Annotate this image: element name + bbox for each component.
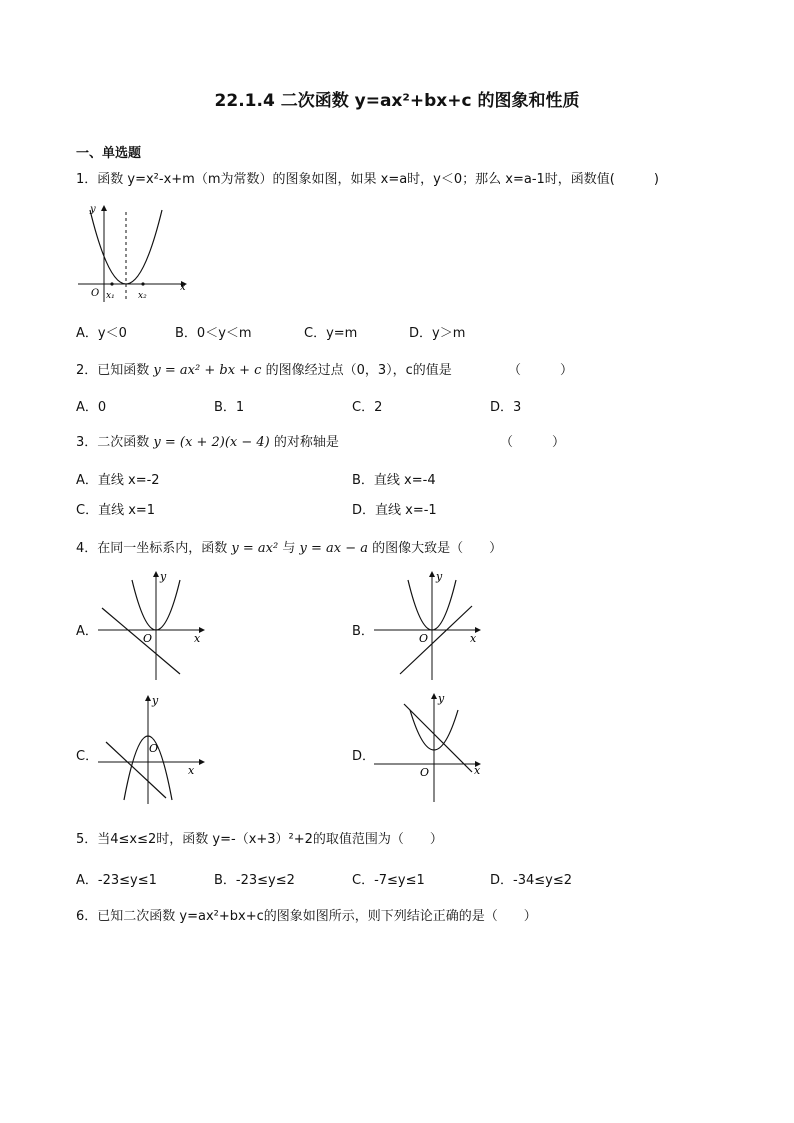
- q1-x-label: x: [180, 282, 186, 293]
- svg-text:x: x: [194, 632, 201, 645]
- question-5-stem: 5．当4≤x≤2时，函数 y=-（x+3）²+2的取值范围为（ ）: [76, 832, 443, 847]
- q4-formula-1: y = ax²: [231, 541, 279, 556]
- q4-graph-a: [96, 568, 216, 683]
- q4-graph-c: [96, 692, 216, 807]
- q3-answer-paren: （ ）: [500, 435, 566, 450]
- q3-option-c: C．直线 x=1: [76, 503, 156, 518]
- q4-formula-2: y = ax − a: [299, 541, 369, 556]
- q1-option-d: D．y＞m: [409, 326, 466, 341]
- svg-text:O: O: [419, 632, 429, 645]
- q5-option-b: B．-23≤y≤2: [214, 873, 295, 888]
- svg-text:x: x: [474, 764, 481, 777]
- svg-text:x: x: [188, 764, 195, 777]
- q4-graph-b: [372, 568, 492, 683]
- svg-text:y: y: [436, 570, 443, 583]
- q5-option-c: C．-7≤y≤1: [352, 873, 425, 888]
- q4-stem-pre: 4．在同一坐标系内，函数: [76, 541, 228, 556]
- q2-stem-post: 的图像经过点（0，3），c的值是: [265, 363, 452, 378]
- page-title: 22.1.4 二次函数 y=ax²+bx+c 的图象和性质: [214, 91, 580, 111]
- q4-option-a-letter: A．: [76, 624, 98, 639]
- question-4-stem: [76, 537, 502, 556]
- q4-option-b-letter: B．: [352, 624, 374, 639]
- question-6-stem: 6．已知二次函数 y=ax²+bx+c的图象如图所示，则下列结论正确的是（ ）: [76, 909, 537, 924]
- q1-x2-label: x₂: [138, 291, 147, 301]
- question-1-graph: [76, 198, 196, 308]
- q4-stem-post: 的图像大致是（ ）: [372, 541, 503, 556]
- q5-option-a: A．-23≤y≤1: [76, 873, 157, 888]
- q1-option-a: A．y＜0: [76, 326, 127, 341]
- q2-option-c: C．2: [352, 400, 383, 415]
- svg-text:O: O: [143, 632, 153, 645]
- svg-text:y: y: [152, 694, 159, 707]
- q5-option-d: D．-34≤y≤2: [490, 873, 572, 888]
- q4-stem-mid: 与: [282, 541, 296, 556]
- q2-option-a: A．0: [76, 400, 107, 415]
- section-heading: 一、单选题: [76, 146, 142, 161]
- q2-option-b: B．1: [214, 400, 245, 415]
- q4-option-c-letter: C．: [76, 749, 99, 764]
- q3-option-a: A．直线 x=-2: [76, 473, 160, 488]
- q3-stem-post: 的对称轴是: [273, 435, 339, 450]
- q3-formula: y = (x + 2)(x − 4): [153, 435, 270, 450]
- q3-stem-pre: 3．二次函数: [76, 435, 150, 450]
- q1-y-label: y: [90, 204, 96, 215]
- q2-option-d: D．3: [490, 400, 522, 415]
- svg-text:y: y: [160, 570, 167, 583]
- svg-text:x: x: [470, 632, 477, 645]
- q1-option-b: B．0＜y＜m: [175, 326, 252, 341]
- q3-option-b: B．直线 x=-4: [352, 473, 436, 488]
- svg-text:y: y: [438, 692, 445, 705]
- q1-option-c: C．y=m: [304, 326, 358, 341]
- q1-x1-label: x₁: [106, 291, 115, 301]
- q4-option-d-letter: D．: [352, 749, 376, 764]
- question-2-stem: [76, 359, 452, 378]
- q3-option-d: D．直线 x=-1: [352, 503, 437, 518]
- q2-stem-pre: 2．已知函数: [76, 363, 150, 378]
- q4-graph-d: [372, 690, 492, 805]
- q1-origin-label: O: [91, 288, 100, 299]
- question-1-stem: 1．函数 y=x²-x+m（m为常数）的图象如图，如果 x=a时，y＜0；那么 x=a-1时，函数值( ): [76, 172, 659, 187]
- q2-answer-paren: （ ）: [508, 363, 574, 378]
- q2-formula: y = ax² + bx + c: [153, 363, 262, 378]
- svg-text:O: O: [420, 766, 430, 779]
- svg-text:O: O: [149, 742, 159, 755]
- question-3-stem: [76, 431, 339, 450]
